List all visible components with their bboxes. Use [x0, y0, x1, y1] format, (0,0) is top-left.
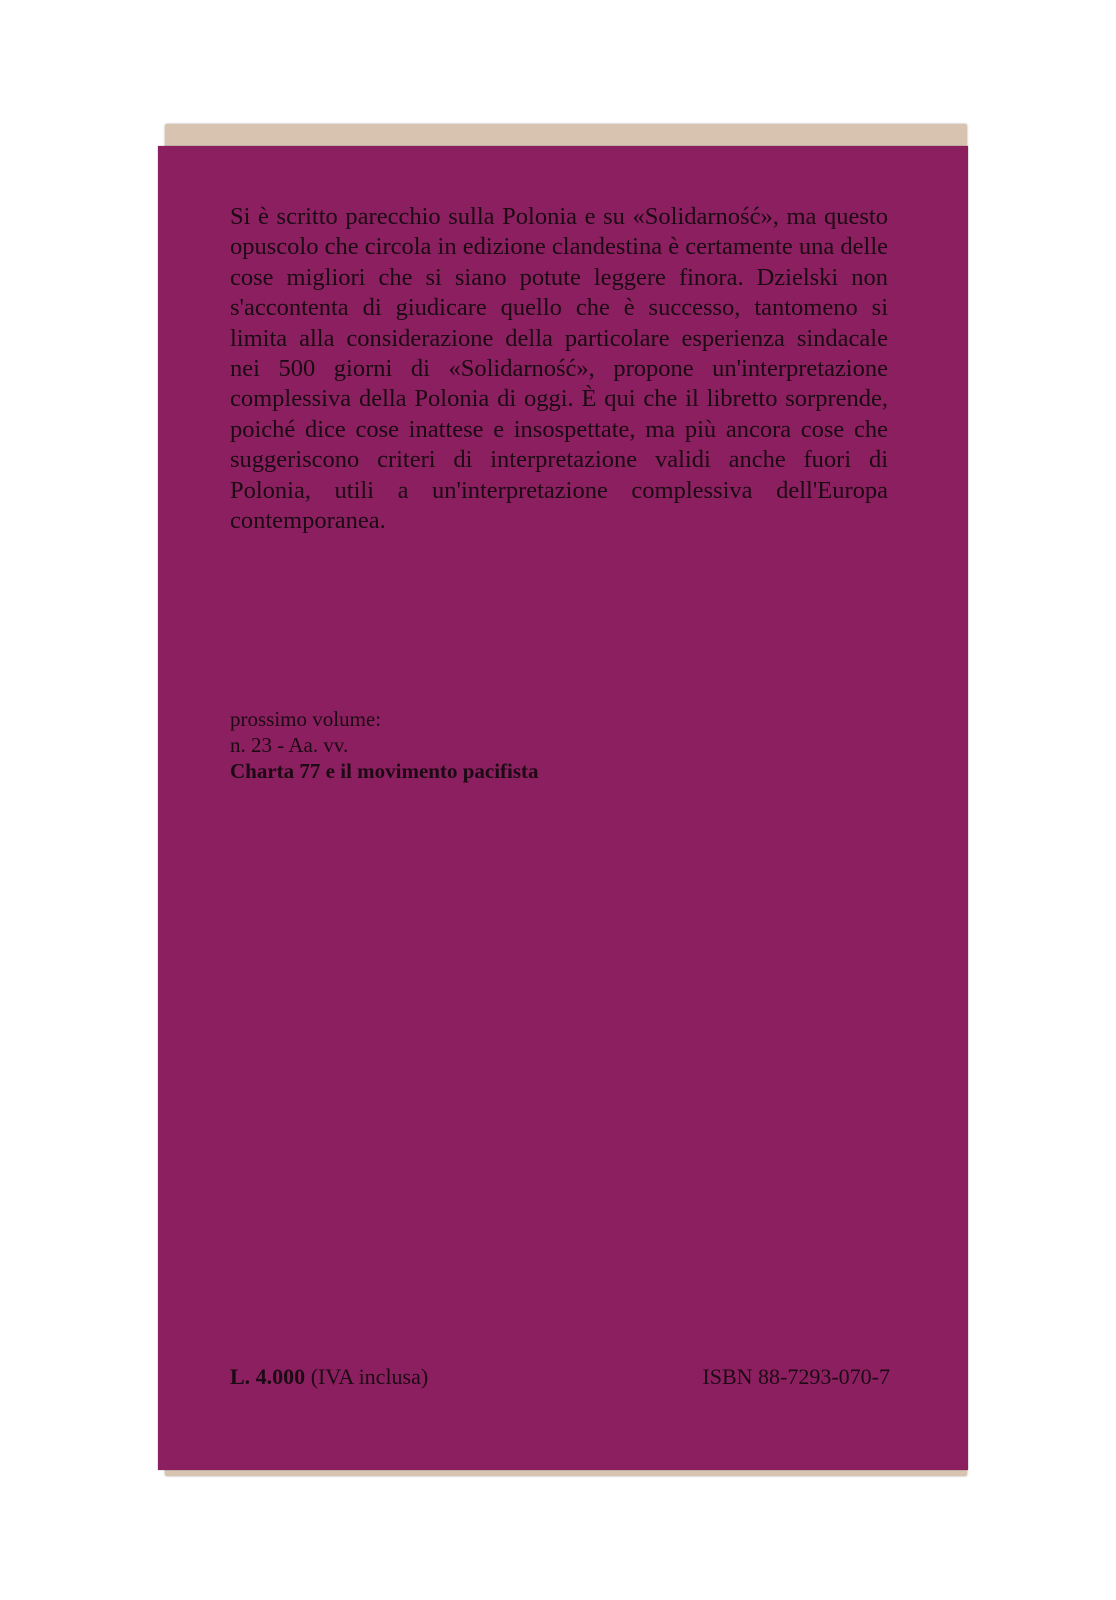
- isbn-label: ISBN 88-7293-070-7: [702, 1364, 890, 1389]
- next-volume-block: [230, 706, 830, 784]
- price-amount: L. 4.000: [230, 1364, 306, 1389]
- next-volume-label: prossimo volume:: [230, 707, 382, 731]
- blurb-paragraph: Si è scritto parecchio sulla Polonia e su «Solidarność», ma questo opuscolo che circola in edizione clandestina è certamente una delle cose migliori che si siano potute leggere finora. Dzielski non s'accontenta di giudicare quello che è successo, tantomeno si limita alla considerazione della particolare esperienza sindacale nei 500 giorni di «Solidarność», propone un'interpretazione complessiva della Polonia di oggi. È qui che il libretto sorprende, poiché dice cose inattese e insospettate, ma più ancora cose che suggeriscono criteri di interpretazione validi anche fuori di Polonia, utili a un'interpretazione complessiva dell'Europa contemporanea.: [230, 203, 888, 535]
- back-cover: [158, 146, 968, 1470]
- price-note: (IVA inclusa): [310, 1364, 429, 1389]
- next-volume-number: n. 23 - Aa. vv.: [230, 733, 349, 757]
- next-volume-title: Charta 77 e il movimento pacifista: [230, 759, 539, 783]
- price-label: [230, 1364, 428, 1390]
